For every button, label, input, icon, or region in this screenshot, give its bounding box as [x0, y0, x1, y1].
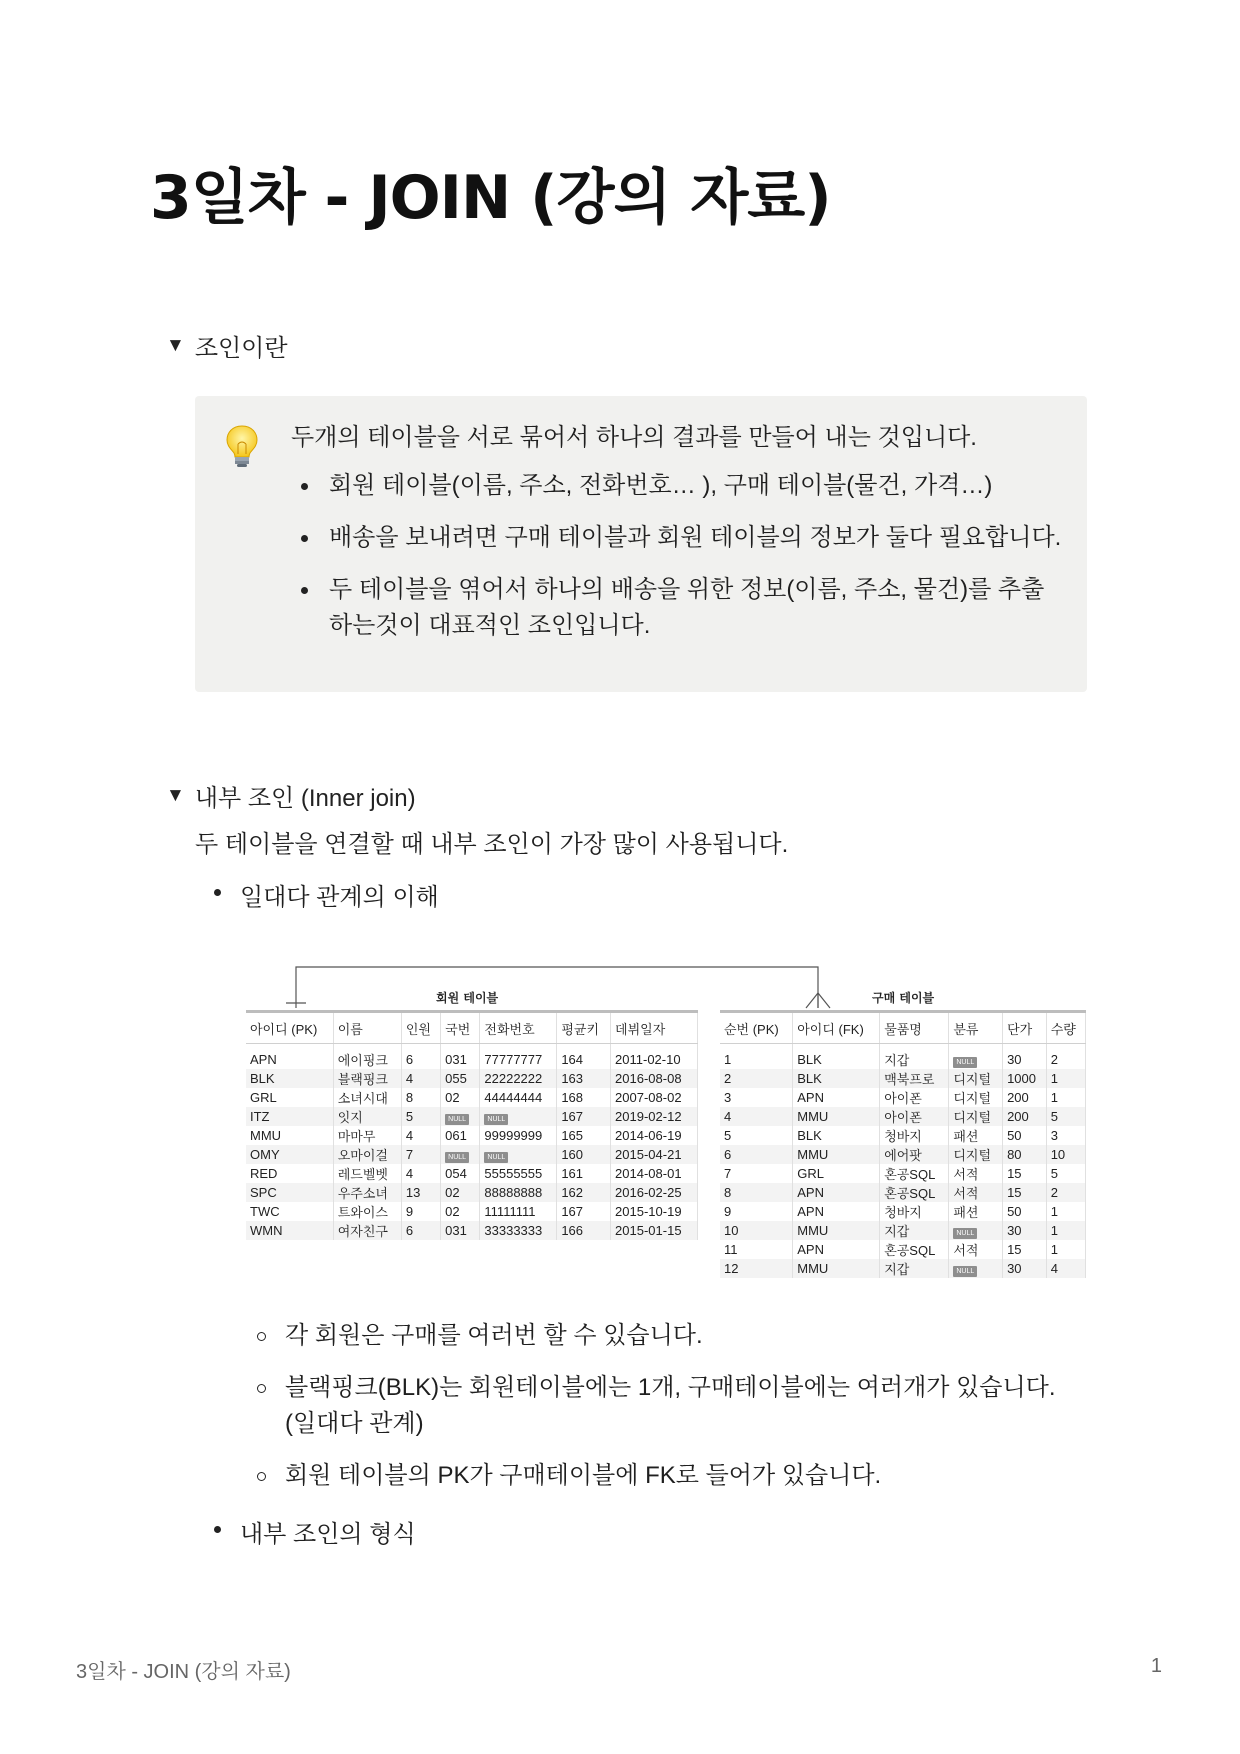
table-cell: 99999999 — [480, 1126, 557, 1145]
table-cell: SPC — [246, 1183, 333, 1202]
table-row — [720, 1044, 1086, 1070]
table-cell: 4 — [1046, 1259, 1085, 1278]
table-cell: 10 — [1046, 1145, 1085, 1164]
table-cell: 에이핑크 — [333, 1044, 401, 1070]
list-item: 회원 테이블의 PK가 구매테이블에 FK로 들어가 있습니다. — [285, 1458, 1075, 1494]
list-item: 배송을 보내려면 구매 테이블과 회원 테이블의 정보가 둘다 필요합니다. — [329, 520, 1069, 556]
table-cell: 167 — [557, 1202, 611, 1221]
table-cell: 아이폰 — [880, 1107, 949, 1126]
table-header-cell: 수량 — [1046, 1012, 1085, 1044]
page-number: 1 — [1150, 1655, 1162, 1677]
list-item: 두 테이블을 엮어서 하나의 배송을 위한 정보(이름, 주소, 물건)를 추출 하는것이 대표적인 조인입니다. — [329, 572, 1069, 644]
table-cell: 061 — [441, 1126, 480, 1145]
table-cell: 7 — [401, 1145, 440, 1164]
table-cell: 02 — [441, 1202, 480, 1221]
table-cell: 1 — [1046, 1088, 1085, 1107]
table-header-cell: 아이디 (PK) — [246, 1012, 333, 1044]
table-cell: 88888888 — [480, 1183, 557, 1202]
member-table — [246, 1010, 698, 1240]
table-cell: 11 — [720, 1240, 793, 1259]
table-cell: 패션 — [949, 1126, 1003, 1145]
table-cell: 맥북프로 — [880, 1069, 949, 1088]
table-cell: 2015-04-21 — [611, 1145, 698, 1164]
toggle-inner-join[interactable] — [166, 778, 416, 813]
table-cell: 5 — [720, 1126, 793, 1145]
null-badge: NULL — [484, 1152, 508, 1163]
table-row — [720, 1145, 1086, 1164]
list-item: 블랙핑크(BLK)는 회원테이블에는 1개, 구매테이블에는 여러개가 있습니다. (일대다 관계) — [285, 1370, 1075, 1442]
table-cell: 서적 — [949, 1164, 1003, 1183]
table-cell: 2019-02-12 — [611, 1107, 698, 1126]
toggle-join-definition[interactable] — [166, 328, 288, 363]
relation-sub-list — [285, 1318, 1075, 1510]
inner-join-intro: 두 테이블을 연결할 때 내부 조인이 가장 많이 사용됩니다. — [195, 831, 789, 858]
table-cell: 161 — [557, 1164, 611, 1183]
table-cell: BLK — [793, 1126, 880, 1145]
bullet-one-to-many: 일대다 관계의 이해 — [240, 877, 439, 912]
table-cell: 55555555 — [480, 1164, 557, 1183]
table-cell: 2015-01-15 — [611, 1221, 698, 1240]
table-cell — [480, 1107, 557, 1126]
table-row — [720, 1069, 1086, 1088]
toggle-triangle-icon[interactable]: ▼ — [166, 784, 185, 806]
table-cell: 청바지 — [880, 1126, 949, 1145]
table-cell: OMY — [246, 1145, 333, 1164]
bullet-inner-join-format: 내부 조인의 형식 — [240, 1514, 416, 1549]
table-cell: 1 — [1046, 1221, 1085, 1240]
table-cell: 2016-02-25 — [611, 1183, 698, 1202]
table-header-cell: 물품명 — [880, 1012, 949, 1044]
table-cell: 30 — [1003, 1221, 1047, 1240]
purchase-table-title: 구매 테이블 — [872, 991, 935, 1005]
table-cell — [949, 1044, 1003, 1070]
toggle-label: 내부 조인 (Inner join) — [194, 785, 416, 812]
table-cell: 1000 — [1003, 1069, 1047, 1088]
table-cell — [949, 1259, 1003, 1278]
table-cell: 디지털 — [949, 1145, 1003, 1164]
list-item: 회원 테이블(이름, 주소, 전화번호… ), 구매 테이블(물건, 가격…) — [329, 468, 1069, 504]
table-cell: 163 — [557, 1069, 611, 1088]
table-cell: 서적 — [949, 1183, 1003, 1202]
table-row — [720, 1202, 1086, 1221]
table-cell: 031 — [441, 1221, 480, 1240]
table-cell: 마마무 — [333, 1126, 401, 1145]
table-cell — [441, 1107, 480, 1126]
table-cell: GRL — [793, 1164, 880, 1183]
null-badge: NULL — [953, 1266, 977, 1277]
table-cell: 167 — [557, 1107, 611, 1126]
table-header-cell: 인원 — [401, 1012, 440, 1044]
table-header-cell: 단가 — [1003, 1012, 1047, 1044]
table-cell: 5 — [401, 1107, 440, 1126]
table-cell — [480, 1145, 557, 1164]
table-cell: 02 — [441, 1088, 480, 1107]
table-cell: 잇지 — [333, 1107, 401, 1126]
table-cell: 33333333 — [480, 1221, 557, 1240]
callout-list — [329, 468, 1069, 660]
table-cell: 1 — [720, 1044, 793, 1070]
table-cell: 소녀시대 — [333, 1088, 401, 1107]
table-row — [246, 1164, 698, 1183]
callout-box — [195, 396, 1087, 692]
table-cell: 1 — [1046, 1069, 1085, 1088]
table-cell: 162 — [557, 1183, 611, 1202]
table-cell: 2 — [720, 1069, 793, 1088]
table-cell: 혼공SQL — [880, 1240, 949, 1259]
table-cell: BLK — [793, 1044, 880, 1070]
table-cell — [441, 1145, 480, 1164]
footer-title: 3일차 - JOIN (강의 자료) — [76, 1661, 291, 1683]
table-row — [246, 1044, 698, 1070]
table-cell: 02 — [441, 1183, 480, 1202]
table-cell: 2014-08-01 — [611, 1164, 698, 1183]
table-cell: TWC — [246, 1202, 333, 1221]
table-cell: 80 — [1003, 1145, 1047, 1164]
null-badge: NULL — [953, 1057, 977, 1068]
table-cell: 혼공SQL — [880, 1164, 949, 1183]
table-header-cell: 아이디 (FK) — [793, 1012, 880, 1044]
table-header-cell: 이름 — [333, 1012, 401, 1044]
table-header-cell: 평균키 — [557, 1012, 611, 1044]
table-cell: 지갑 — [880, 1221, 949, 1240]
table-header-cell: 국번 — [441, 1012, 480, 1044]
table-cell: 50 — [1003, 1202, 1047, 1221]
table-cell: 5 — [1046, 1107, 1085, 1126]
table-row — [246, 1126, 698, 1145]
table-row — [246, 1221, 698, 1240]
table-cell: 디지털 — [949, 1088, 1003, 1107]
table-cell: 2016-08-08 — [611, 1069, 698, 1088]
null-badge: NULL — [953, 1228, 977, 1239]
table-cell: 2015-10-19 — [611, 1202, 698, 1221]
table-cell: 44444444 — [480, 1088, 557, 1107]
table-row — [720, 1107, 1086, 1126]
list-item: 각 회원은 구매를 여러번 할 수 있습니다. — [285, 1318, 1075, 1354]
table-cell: 2 — [1046, 1183, 1085, 1202]
table-row — [720, 1183, 1086, 1202]
table-cell: 3 — [720, 1088, 793, 1107]
table-cell: APN — [793, 1088, 880, 1107]
table-cell: 5 — [1046, 1164, 1085, 1183]
table-cell: 2007-08-02 — [611, 1088, 698, 1107]
table-cell: MMU — [793, 1221, 880, 1240]
table-cell: 200 — [1003, 1088, 1047, 1107]
table-cell: 에어팟 — [880, 1145, 949, 1164]
table-cell: 11111111 — [480, 1202, 557, 1221]
table-row — [720, 1240, 1086, 1259]
table-cell: 6 — [401, 1044, 440, 1070]
table-cell: 7 — [720, 1164, 793, 1183]
table-cell: 지갑 — [880, 1259, 949, 1278]
table-cell: APN — [793, 1240, 880, 1259]
table-cell: 청바지 — [880, 1202, 949, 1221]
table-cell: 오마이걸 — [333, 1145, 401, 1164]
callout-lead: 두개의 테이블을 서로 묶어서 하나의 결과를 만들어 내는 것입니다. — [291, 424, 977, 451]
table-cell: 아이폰 — [880, 1088, 949, 1107]
table-cell: 패션 — [949, 1202, 1003, 1221]
table-row — [246, 1202, 698, 1221]
tables-figure — [246, 960, 1086, 1282]
table-cell: 2 — [1046, 1044, 1085, 1070]
table-cell: 054 — [441, 1164, 480, 1183]
table-cell: 트와이스 — [333, 1202, 401, 1221]
table-cell: WMN — [246, 1221, 333, 1240]
member-table-title: 회원 테이블 — [436, 991, 499, 1005]
table-cell: 4 — [401, 1126, 440, 1145]
table-cell: GRL — [246, 1088, 333, 1107]
table-cell: 30 — [1003, 1044, 1047, 1070]
table-cell: 200 — [1003, 1107, 1047, 1126]
table-cell: 2011-02-10 — [611, 1044, 698, 1070]
table-cell: 15 — [1003, 1240, 1047, 1259]
table-cell: 2014-06-19 — [611, 1126, 698, 1145]
table-cell: 6 — [401, 1221, 440, 1240]
table-row — [720, 1088, 1086, 1107]
table-cell: 여자친구 — [333, 1221, 401, 1240]
table-row — [720, 1259, 1086, 1278]
table-cell: MMU — [793, 1107, 880, 1126]
table-header-cell: 데뷔일자 — [611, 1012, 698, 1044]
table-cell: 13 — [401, 1183, 440, 1202]
table-cell: BLK — [246, 1069, 333, 1088]
table-cell: 9 — [720, 1202, 793, 1221]
table-cell: 우주소녀 — [333, 1183, 401, 1202]
table-cell: 8 — [401, 1088, 440, 1107]
table-cell: 77777777 — [480, 1044, 557, 1070]
table-cell: 168 — [557, 1088, 611, 1107]
table-cell: ITZ — [246, 1107, 333, 1126]
table-cell: 031 — [441, 1044, 480, 1070]
table-cell: 15 — [1003, 1164, 1047, 1183]
table-cell: 10 — [720, 1221, 793, 1240]
table-cell: APN — [246, 1044, 333, 1070]
table-cell: 30 — [1003, 1259, 1047, 1278]
table-cell: 4 — [401, 1164, 440, 1183]
table-cell: RED — [246, 1164, 333, 1183]
table-cell: 166 — [557, 1221, 611, 1240]
table-cell: 12 — [720, 1259, 793, 1278]
table-cell: 160 — [557, 1145, 611, 1164]
table-cell: 055 — [441, 1069, 480, 1088]
table-cell: 지갑 — [880, 1044, 949, 1070]
table-cell: 디지털 — [949, 1107, 1003, 1126]
table-cell: APN — [793, 1202, 880, 1221]
table-cell — [949, 1221, 1003, 1240]
table-cell: 4 — [720, 1107, 793, 1126]
table-row — [246, 1088, 698, 1107]
table-cell: 164 — [557, 1044, 611, 1070]
page-title: 3일차 - JOIN (강의 자료) — [150, 163, 831, 233]
table-row — [246, 1069, 698, 1088]
table-row — [720, 1164, 1086, 1183]
table-cell: 22222222 — [480, 1069, 557, 1088]
table-cell: 혼공SQL — [880, 1183, 949, 1202]
toggle-triangle-icon[interactable]: ▼ — [166, 334, 185, 356]
table-row — [246, 1107, 698, 1126]
table-cell: MMU — [793, 1145, 880, 1164]
table-cell: 165 — [557, 1126, 611, 1145]
lightbulb-icon — [224, 424, 260, 470]
table-cell: 8 — [720, 1183, 793, 1202]
null-badge: NULL — [445, 1152, 469, 1163]
table-cell: 9 — [401, 1202, 440, 1221]
purchase-table — [720, 1010, 1086, 1278]
null-badge: NULL — [484, 1114, 508, 1125]
table-row — [720, 1126, 1086, 1145]
table-cell: APN — [793, 1183, 880, 1202]
table-cell: MMU — [246, 1126, 333, 1145]
table-cell: 50 — [1003, 1126, 1047, 1145]
toggle-label: 조인이란 — [194, 335, 288, 362]
table-row — [246, 1145, 698, 1164]
table-header-cell: 순번 (PK) — [720, 1012, 793, 1044]
table-cell: 15 — [1003, 1183, 1047, 1202]
table-cell: 3 — [1046, 1126, 1085, 1145]
table-cell: 레드벨벳 — [333, 1164, 401, 1183]
table-cell: 1 — [1046, 1202, 1085, 1221]
table-cell: 4 — [401, 1069, 440, 1088]
table-cell: 서적 — [949, 1240, 1003, 1259]
table-row — [246, 1183, 698, 1202]
table-cell: 1 — [1046, 1240, 1085, 1259]
table-cell: 디지털 — [949, 1069, 1003, 1088]
table-cell: 6 — [720, 1145, 793, 1164]
table-cell: BLK — [793, 1069, 880, 1088]
null-badge: NULL — [445, 1114, 469, 1125]
table-row — [720, 1221, 1086, 1240]
table-cell: 블랙핑크 — [333, 1069, 401, 1088]
table-header-cell: 분류 — [949, 1012, 1003, 1044]
table-header-cell: 전화번호 — [480, 1012, 557, 1044]
table-cell: MMU — [793, 1259, 880, 1278]
